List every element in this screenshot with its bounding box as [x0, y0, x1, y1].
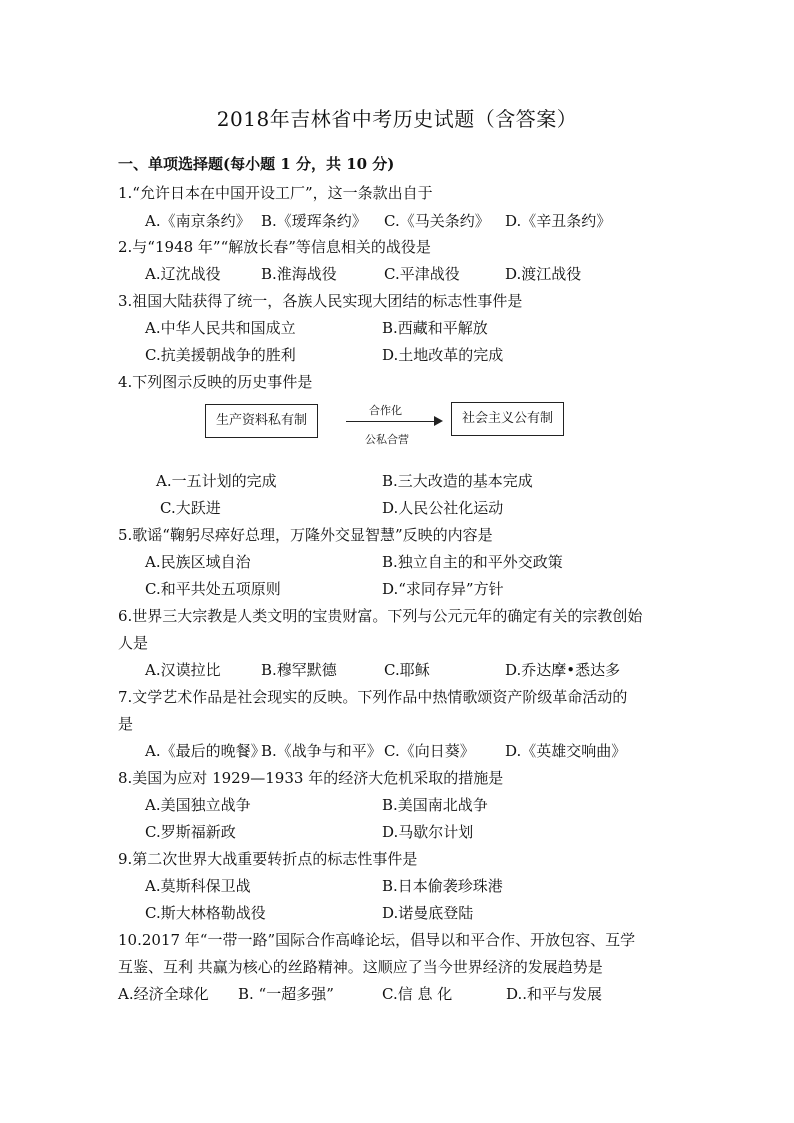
option-a: A.美国独立战争 — [145, 796, 251, 814]
right-box: 社会主义公有制 — [451, 402, 564, 436]
section-heading: 一、单项选择题(每小题 1 分，共 10 分) — [118, 155, 395, 173]
question-stem: 5.歌谣“鞠躬尽瘁好总理，万隆外交显智慧”反映的内容是 — [118, 526, 493, 544]
option-d: D.渡江战役 — [505, 265, 582, 283]
option-b: B.独立自主的和平外交政策 — [382, 553, 563, 571]
arrow-line — [346, 421, 438, 422]
question-stem: 9.第二次世界大战重要转折点的标志性事件是 — [118, 850, 418, 868]
option-b: B.穆罕默德 — [261, 661, 337, 679]
option-c: C.和平共处五项原则 — [145, 580, 281, 598]
question-stem: 10.2017 年“一带一路”国际合作高峰论坛，倡导以和平合作、开放包容、互学 — [118, 931, 636, 949]
option-d: D.人民公社化运动 — [382, 499, 504, 517]
question-stem: 6.世界三大宗教是人类文明的宝贵财富。下列与公元元年的确定有关的宗教创始 — [118, 607, 643, 625]
option-d: D.《英雄交响曲》 — [505, 742, 627, 760]
arrow-top-label: 合作化 — [369, 404, 402, 417]
option-a: A.民族区域自治 — [145, 553, 251, 571]
option-c: C.抗美援朝战争的胜利 — [145, 346, 296, 364]
left-box: 生产资料私有制 — [205, 404, 318, 438]
arrow-head-icon — [434, 416, 443, 426]
question-stem: 3.祖国大陆获得了统一，各族人民实现大团结的标志性事件是 — [118, 292, 523, 310]
option-d: D.《辛丑条约》 — [505, 212, 612, 230]
option-a: A.辽沈战役 — [145, 265, 221, 283]
question-stem: 1.“允许日本在中国开设工厂”，这一条款出自于 — [118, 184, 433, 202]
question-stem-continued: 人是 — [118, 634, 149, 652]
question-stem: 8.美国为应对 1929—1933 年的经济大危机采取的措施是 — [118, 769, 504, 787]
option-d: D.乔达摩•悉达多 — [505, 661, 621, 679]
option-d: D.土地改革的完成 — [382, 346, 504, 364]
question-stem: 7.文学艺术作品是社会现实的反映。下列作品中热情歌颂资产阶级革命活动的 — [118, 688, 628, 706]
option-c: C.罗斯福新政 — [145, 823, 236, 841]
option-b: B.西藏和平解放 — [382, 319, 488, 337]
option-c: C.《马关条约》 — [384, 212, 490, 230]
question-stem-continued: 是 — [118, 715, 134, 733]
option-c: C.大跃进 — [160, 499, 221, 517]
page-title: 2018年吉林省中考历史试题（含答案） — [216, 107, 578, 131]
option-a: A.一五计划的完成 — [156, 472, 277, 490]
option-d: D.马歇尔计划 — [382, 823, 474, 841]
option-d: D..和平与发展 — [506, 985, 603, 1003]
option-d: D.诺曼底登陆 — [382, 904, 474, 922]
option-b: B. “一超多强” — [238, 985, 334, 1003]
option-c: C.信 息 化 — [382, 985, 453, 1003]
option-b: B.三大改造的基本完成 — [382, 472, 533, 490]
option-b: B.《战争与和平》 — [261, 742, 382, 760]
option-c: C.斯大林格勒战役 — [145, 904, 266, 922]
option-b: B.淮海战役 — [261, 265, 337, 283]
question-stem-continued: 互鉴、互利 共赢为核心的丝路精神。这顺应了当今世界经济的发展趋势是 — [118, 958, 603, 976]
option-d: D.“求同存异”方针 — [382, 580, 504, 598]
option-c: C.《向日葵》 — [384, 742, 475, 760]
option-b: B.《瑷珲条约》 — [261, 212, 367, 230]
option-b: B.日本偷袭珍珠港 — [382, 877, 503, 895]
flow-diagram — [205, 400, 595, 452]
option-a: A.经济全球化 — [118, 985, 209, 1003]
arrow-bottom-label: 公私合营 — [365, 433, 409, 446]
option-c: C.平津战役 — [384, 265, 460, 283]
option-a: A.汉谟拉比 — [145, 661, 221, 679]
option-a: A.《南京条约》 — [145, 212, 251, 230]
option-a: A.中华人民共和国成立 — [145, 319, 296, 337]
option-a: A.莫斯科保卫战 — [145, 877, 251, 895]
option-c: C.耶稣 — [384, 661, 430, 679]
option-b: B.美国南北战争 — [382, 796, 488, 814]
question-stem: 4.下列图示反映的历史事件是 — [118, 373, 313, 391]
option-a: A.《最后的晚餐》 — [145, 742, 266, 760]
question-stem: 2.与“1948 年”“解放长春”等信息相关的战役是 — [118, 238, 431, 256]
